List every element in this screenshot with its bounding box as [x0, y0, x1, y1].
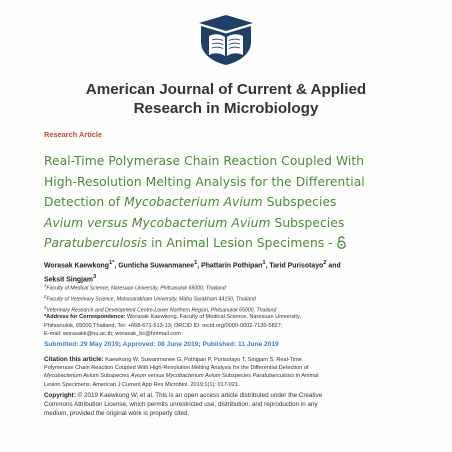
title-text: Subspecies: [270, 215, 345, 230]
affiliation-text: Faculty of Medical Science, Naresuan University, Phitsanulok 65000, Thailand: [46, 285, 226, 292]
affiliation-sup: 2: [44, 294, 47, 300]
article-title: [44, 151, 416, 254]
author-conjunction: and: [326, 262, 341, 270]
citation-line: [44, 356, 416, 364]
author-affil-sup: 2: [323, 260, 327, 266]
published-label: Published:: [202, 341, 239, 348]
correspondence-block: [44, 313, 416, 339]
correspondence-line[interactable]: Phitsanulok, 65000 Thailand, Tel: +668-671-513-13; ORCID ID: orcid.org/0000-0002-7130-5827;: [44, 322, 283, 329]
journal-title-line: American Journal of Current & Applied: [85, 81, 367, 98]
correspondence-email[interactable]: E-mail: worasakk@nu.ac.th; worasak_bc@hotmail.com: [44, 331, 181, 338]
author-affil-sup: 1: [194, 260, 198, 266]
article-title-line: [44, 213, 416, 234]
author-name: , Tarid Purisotayo: [265, 262, 324, 270]
article-title-line: [44, 192, 416, 213]
copyright-text: © 2019 Kaewkong W, et al. This is an open access article distributed under the Creative: [75, 392, 323, 399]
submitted-label: Submitted:: [44, 341, 81, 348]
journal-title-line: Research in Microbiology: [133, 100, 319, 117]
citation-text: versus: [146, 373, 166, 380]
title-species-text: Paratuberculosis: [44, 236, 148, 251]
open-book-shield-icon: [197, 14, 255, 66]
copyright-block: [44, 391, 416, 418]
citation-text: in Animal: [294, 373, 319, 380]
author-affil-sup: 3: [93, 273, 97, 280]
correspondence-label: *Address for Correspondence:: [44, 314, 126, 320]
published-date: 11 June 2019: [238, 341, 279, 348]
author-affil-sup: 1: [262, 260, 266, 266]
copyright-line: [44, 391, 416, 400]
affiliation-text: Veterinary Research and Development Centre-Lower Northern Region, Phitsanulok 65000, Thailand: [46, 307, 277, 314]
citation-species: Mycobacterium Avium: [44, 373, 99, 380]
date-separator: ;: [198, 341, 203, 348]
author-name: , Phattarin Pothipan: [197, 262, 263, 270]
copyright-label: Copyright:: [44, 392, 76, 399]
article-title-line: [44, 233, 416, 254]
affiliation-text: Faculty of Veterinary Science, Mahasarakham University, Maha Sarakham 44150, Thailand: [46, 296, 256, 303]
submitted-date: 29 May 2019: [80, 341, 119, 348]
author-name: Seksit Singjam: [44, 276, 94, 284]
approved-date: 08 June 2019: [157, 341, 199, 348]
citation-label: Citation this article:: [44, 356, 104, 363]
affiliation-list: [44, 282, 416, 315]
correspondence-text: Worasak Kaewkong, Faculty of Medical Science, Naresuan University,: [125, 314, 301, 320]
copyright-line: medium, provided the original work is properly cited.: [44, 410, 190, 417]
date-separator: ;: [118, 341, 123, 348]
title-text: Detection of: [44, 195, 125, 210]
open-access-lock-icon[interactable]: [336, 236, 347, 249]
citation-line: Lesion Specimens. American J Current App Res Microbiol. 2019;1(1): 017-021.: [44, 381, 240, 388]
affiliation-item: [44, 282, 416, 293]
citation-species: Paratuberculosis: [252, 373, 295, 380]
copyright-line: Commons Attribution License, which permits unrestricted use, distribution, and reproduction in any: [44, 401, 318, 408]
author-name: Worasak Kaewkong: [44, 262, 109, 270]
citation-text: Subspecies: [220, 373, 253, 380]
citation-text: Subspecies: [98, 373, 131, 380]
approved-label: Approved:: [122, 341, 158, 348]
citation-text: Kaewkong W, Suwanmanee G, Pothipan P, Purisotayo T, Singjam S. Real-Time: [103, 357, 302, 363]
citation-block: [44, 356, 416, 389]
citation-species: Mycobacterium Avium: [165, 373, 221, 380]
article-title-line: Real-Time Polymerase Chain Reaction Coupled With: [44, 154, 365, 168]
title-text: Subspecies: [262, 195, 337, 210]
publication-dates: [44, 341, 279, 348]
article-title-line: High-Resolution Melting Analysis for the Differential: [44, 174, 365, 189]
author-name: , Gunticha Suwanmanee: [114, 262, 195, 270]
citation-species: Avium: [130, 373, 147, 380]
citation-line: [44, 372, 416, 380]
title-species-text: Mycobacterium Avium: [124, 195, 263, 210]
journal-title: [10, 80, 442, 118]
title-text: in Animal Lesion Specimens -: [147, 236, 333, 251]
affiliation-sup: 3: [44, 305, 47, 311]
affiliation-item: [44, 293, 416, 304]
title-species-text: Avium versus Mycobacterium Avium: [44, 215, 271, 230]
affiliation-sup: 1: [44, 283, 47, 288]
author-affil-sup: 1*: [108, 260, 115, 266]
correspondence-line: [44, 313, 416, 322]
author-line: [44, 258, 416, 272]
article-type-label: Research Article: [44, 130, 103, 139]
citation-line: Polymerase Chain Reaction Coupled With High-Resolution Melting Analysis for the Differential Detection of: [44, 365, 309, 372]
